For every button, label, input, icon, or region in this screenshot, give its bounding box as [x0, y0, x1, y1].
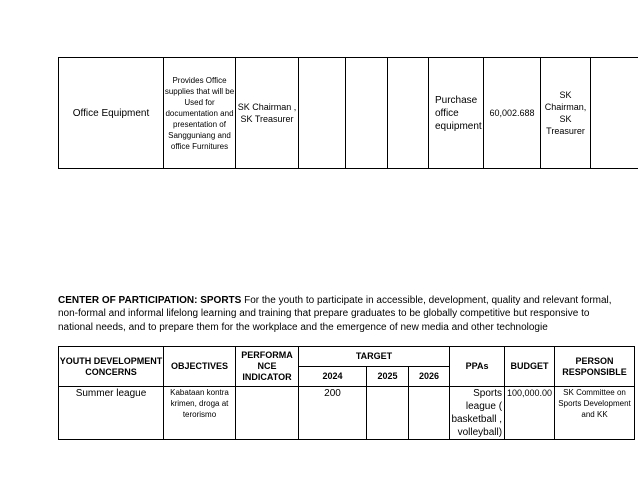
empty-cell: [591, 58, 638, 169]
performance-cell: SK Chairman , SK Treasurer: [236, 58, 299, 169]
row-budget: 100,000.00: [505, 387, 555, 440]
section-text: For the youth to participate in accessible, development, quality and relevant formal, non-formal and informal lifelong learning and training that prepare graduates to be globally competitive but responsive to national needs, and to prepare them for the workplace and the emergence of new media and other technologie: [58, 295, 612, 333]
header-budget: BUDGET: [505, 347, 555, 387]
header-concerns: YOUTH DEVELOPMENT CONCERNS: [59, 347, 164, 387]
header-year-2026: 2026: [409, 367, 450, 387]
budget-cell: 60,002.688: [484, 58, 541, 169]
row-target-2026: [409, 387, 450, 440]
empty-cell: [299, 58, 346, 169]
section-description: [58, 294, 618, 334]
empty-cell: [346, 58, 388, 169]
row-performance: [236, 387, 299, 440]
sports-table: [58, 346, 635, 440]
office-equipment-table: [58, 57, 638, 169]
header-responsible: PERSON RESPONSIBLE: [555, 347, 635, 387]
section-title: CENTER OF PARTICIPATION: SPORTS: [58, 295, 242, 306]
concern-cell: Office Equipment: [59, 58, 164, 169]
responsible-cell: SK Chairman, SK Treasurer: [541, 58, 591, 169]
row-target-2025: [367, 387, 409, 440]
row-concern: Summer league: [59, 387, 164, 440]
header-year-2024: 2024: [299, 367, 367, 387]
row-responsible: SK Committee on Sports Development and KK: [555, 387, 635, 440]
row-target-2024: 200: [299, 387, 367, 440]
header-ppas: PPAs: [450, 347, 505, 387]
empty-cell: [388, 58, 429, 169]
ppa-cell: Purchase office equipment: [429, 58, 484, 169]
header-year-2025: 2025: [367, 367, 409, 387]
row-objectives: Kabataan kontra krimen, droga at terorismo: [164, 387, 236, 440]
objectives-cell: Provides Office supplies that will be Used for documentation and presentation of Sangguniang and office Furnitures: [164, 58, 236, 169]
header-objectives: OBJECTIVES: [164, 347, 236, 387]
header-performance: PERFORMA NCE INDICATOR: [236, 347, 299, 387]
row-ppa: Sports league ( basketball , volleyball): [450, 387, 505, 440]
header-target: TARGET: [299, 347, 450, 367]
